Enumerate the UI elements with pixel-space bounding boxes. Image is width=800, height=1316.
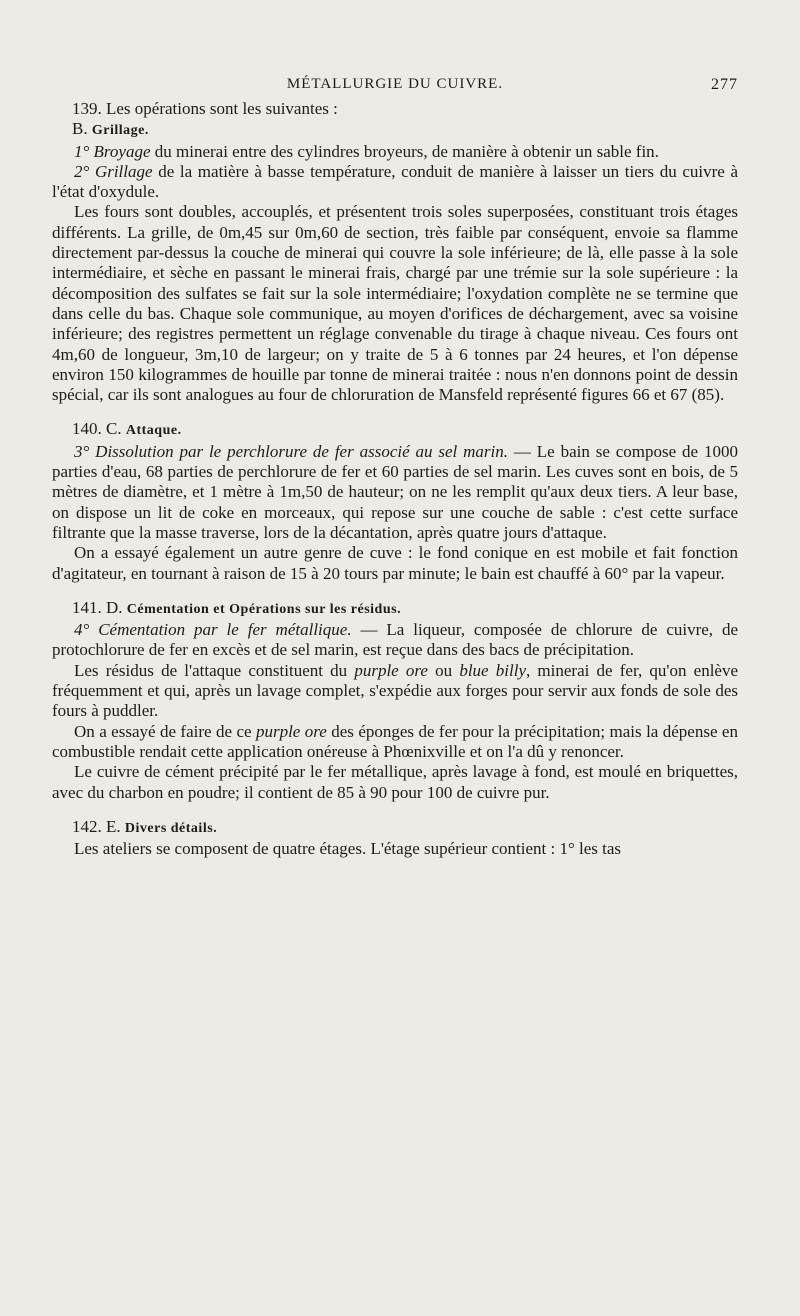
section-140-title: Attaque. [125,423,182,439]
paragraph-residus-c: , minerai de fer, qu'on enlève fréquemment et qui, après un lavage complet, s'expédie aux forges pour servir aux fonds de sole des fours à puddler. [52,660,739,721]
paragraph-broyage-label: 1° Broyage [74,141,151,161]
body-text [52,99,738,859]
running-head [52,76,738,100]
section-139-title: Grillage. [91,123,149,139]
section-142-title: Divers détails. [124,820,218,836]
paragraph-grillage-label: 2° Grillage [74,161,153,181]
paragraph-cuivre-cement: Le cuivre de cément précipité par le fer métallique, après lavage à fond, est moulé en briquettes, avec du charbon en poudre; il contient de 85 à 90 pour 100 de cuivre pur. [52,762,738,802]
section-142-heading [52,817,738,839]
term-blue-billy: blue billy [459,660,526,680]
paragraph-cementation-text: — La liqueur, composée de chlorure de cuivre, de protochlorure de fer en excès et de sel marin, est reçue dans des bacs de précipitation. [52,620,739,660]
page-number: 277 [711,76,738,93]
paragraph-dissolution [52,442,738,543]
paragraph-eponges [52,722,738,763]
paragraph-residus-b: ou [427,660,460,680]
section-139-intro: 139. Les opérations sont les suivantes : [72,99,338,118]
term-purple-ore: purple ore [354,660,428,680]
paragraph-ateliers: Les ateliers se composent de quatre étages. L'étage supérieur contient : 1° les tas [74,839,622,859]
paragraph-eponges-b: des éponges de fer pour la précipitation; mais la dépense en combustible rendait cette application onéreuse à Phœnixville et on l'a dû y renoncer. [52,721,738,761]
section-141-heading [52,598,738,620]
section-142-number: 142. E. [72,816,121,836]
paragraph-cuve-conique: On a essayé également un autre genre de cuve : le fond conique en est mobile et fait fonction d'agitateur, en tournant à raison de 15 à 20 tours par minute; le bain est chauffé à 60° par la vapeur. [52,543,738,583]
paragraph-dissolution-label: 3° Dissolution par le perchlorure de fer associé au sel marin. [74,441,509,461]
paragraph-broyage [52,142,738,162]
paragraph-cementation [52,620,738,661]
section-140-heading [52,419,738,441]
section-141-number: 141. D. [72,597,123,617]
section-139-heading [52,119,738,141]
section-140-number: 140. C. [72,419,122,439]
running-title: MÉTALLURGIE DU CUIVRE. [286,76,504,92]
term-purple-ore-2: purple ore [255,721,327,741]
paragraph-dissolution-text: — Le bain se compose de 1000 parties d'eau, 68 parties de perchlorure de fer et 60 parties de sel marin. Les cuves sont en bois, de 5 mètres de diamètre, et 1 mètre à 1m,50 de hauteur; on ne les remplit qu'aux deux tiers. A leur base, on dispose un lit de coke en morceaux, qui repose sur une couche de sable : c'est cette surface filtrante que la masse traverse, lors de la décantation, après quatre jours d'attaque. [52,441,738,542]
paragraph-broyage-text: du minerai entre des cylindres broyeurs, de manière à obtenir un sable fin. [150,141,659,161]
paragraph-grillage-text: de la matière à basse température, conduit de manière à laisser un tiers du cuivre à l'état d'oxydule. [52,161,739,202]
paragraph-residus-a: Les résidus de l'attaque constituent du [74,660,355,680]
section-141-title: Cémentation et Opérations sur les résidus. [126,601,402,617]
section-139-letter: B. [72,119,88,139]
paragraph-cementation-label: 4° Cémentation par le fer métallique. [74,620,352,640]
paragraph-grillage [52,162,738,203]
paragraph-eponges-a: On a essayé de faire de ce [74,721,256,741]
paragraph-residus [52,661,738,722]
paragraph-fours: Les fours sont doubles, accouplés, et présentent trois soles superposées, constituant trois étages différents. La grille, de 0m,45 sur 0m,60 de section, très faible par conséquent, envoie sa flamme directement par-dessus la couche de minerai qui couvre la sole inférieure; de là, elle passe à la sole intermédiaire, et sèche en passant le minerai frais, chargé par une trémie sur la sole supérieure : la décomposition des sulfates se fait sur la sole intermédiaire; l'oxydation complète ne se termine que dans celle du bas. Chaque sole communique, au moyen d'orifices de déchargement, avec sa voisine inférieure; des registres permettent un réglage convenable du tirage à chaque niveau. Ces fours ont 4m,60 de longueur, 3m,10 de largeur; on y traite de 5 à 6 tonnes par 24 heures, et l'on dépense environ 150 kilogrammes de houille par tonne de minerai traitée : nous n'en donnons point de dessin spécial, car ils sont analogues au four de chloruration de Mansfeld représenté figures 66 et 67 (85). [52,202,738,405]
